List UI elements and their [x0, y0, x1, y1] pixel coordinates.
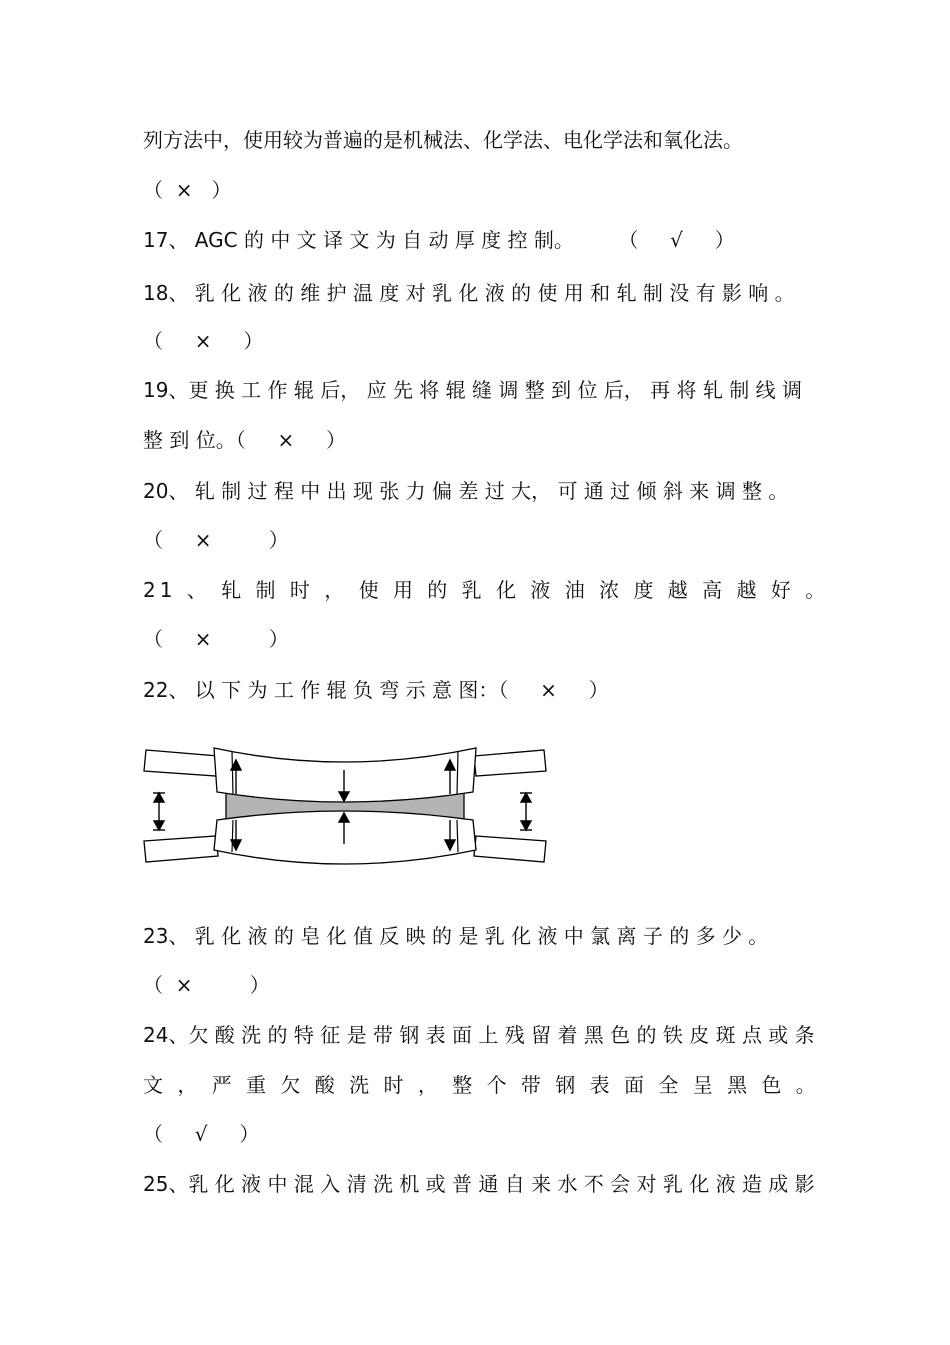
answer-line-18: （ × ）	[143, 329, 264, 353]
question-17: 17、 AGC 的 中 文 译 文 为 自 动 厚 度 控 制。 （ √ ）	[143, 228, 735, 252]
answer-line-20: （ × ）	[143, 528, 289, 552]
question-24-line-1: 24、欠 酸 洗 的 特 征 是 带 钢 表 面 上 残 留 着 黑 色 的 铁 皮 斑 点 或 条	[143, 1023, 815, 1047]
question-24-line-2: 文 ， 严 重 欠 酸 洗 时 ， 整 个 带 钢 表 面 全 呈 黑 色 。	[143, 1073, 820, 1097]
upper-right-bearing-block	[474, 750, 546, 776]
question-20: 20、 轧 制 过 程 中 出 现 张 力 偏 差 过 大， 可 通 过 倾 斜 来 调 整 。	[143, 479, 789, 503]
question-19-line-1: 19、更 换 工 作 辊 后， 应 先 将 辊 缝 调 整 到 位 后， 再 将 轧 制 线 调	[143, 378, 802, 402]
answer-line-24: （ √ ）	[143, 1122, 260, 1146]
text-line-1: 列方法中，使用较为普遍的是机械法、化学法、电化学法和氧化法。	[143, 128, 743, 152]
question-22: 22、 以 下 为 工 作 辊 负 弯 示 意 图：（ × ）	[143, 678, 609, 702]
answer-line-21: （ × ）	[143, 627, 289, 651]
question-18: 18、 乳 化 液 的 维 护 温 度 对 乳 化 液 的 使 用 和 轧 制 没 有 影 响 。	[143, 281, 795, 305]
work-roll-negative-bending-diagram	[140, 740, 550, 870]
question-21: 21 、 轧 制 时 ， 使 用 的 乳 化 液 油 浓 度 越 高 越 好 。	[143, 578, 830, 602]
lower-left-bearing-block	[144, 836, 218, 862]
question-19-line-2: 整 到 位。（ × ）	[143, 428, 347, 452]
upper-left-bearing-block	[144, 750, 218, 776]
answer-line-23: （ × ）	[143, 973, 270, 997]
answer-line-16: （ × ）	[143, 178, 232, 202]
question-25: 25、乳 化 液 中 混 入 清 洗 机 或 普 通 自 来 水 不 会 对 乳 化 液 造 成 影	[143, 1172, 815, 1196]
question-23: 23、 乳 化 液 的 皂 化 值 反 映 的 是 乳 化 液 中 氯 离 子 的 多 少 。	[143, 924, 769, 948]
lower-right-bearing-block	[474, 836, 546, 862]
